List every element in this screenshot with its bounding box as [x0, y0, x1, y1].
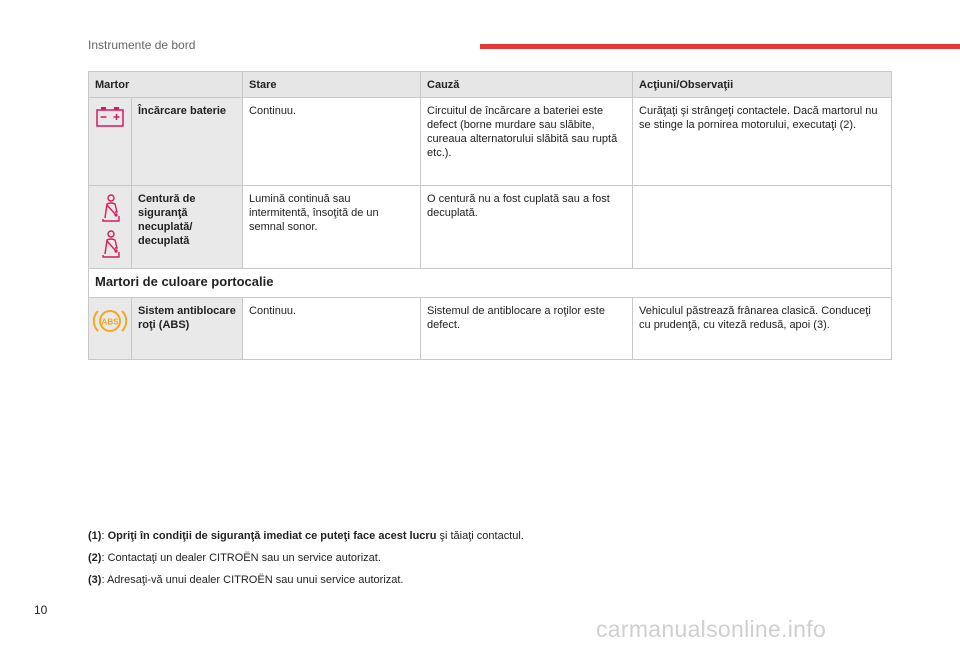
svg-text:ABS: ABS	[101, 317, 119, 327]
footnote-ref: (1)	[88, 530, 102, 542]
icon-cell	[89, 98, 132, 186]
table-row	[89, 298, 892, 360]
section-title: Martori de culoare portocalie	[89, 269, 892, 298]
warning-action: Vehiculul păstrează frânarea clasică. Conduceţi cu prudenţă, cu viteză redusă, apoi (3).	[633, 298, 892, 360]
abs-icon	[92, 306, 128, 336]
footnote	[88, 551, 524, 565]
column-header-stare: Stare	[243, 72, 421, 98]
warning-action	[633, 186, 892, 269]
footnote-text: Adresaţi-vă unui dealer CITROËN sau unui service autorizat.	[106, 574, 404, 586]
section-header-row	[89, 269, 892, 298]
warning-state: Continuu.	[243, 298, 421, 360]
warning-name: Sistem antiblocare roţi (ABS)	[132, 298, 243, 360]
footnote-text: Contactaţi un dealer CITROËN sau un service autorizat.	[107, 552, 381, 564]
seatbelt-icon	[98, 230, 122, 258]
warning-name: Centură de siguranţă necuplată/ decuplată	[132, 186, 243, 269]
header-accent-bar	[480, 44, 960, 49]
page-number: 10	[34, 603, 48, 617]
column-header-martor: Martor	[89, 72, 243, 98]
icon-cell	[89, 298, 132, 360]
footnote-ref: (2)	[88, 552, 102, 564]
table-row	[89, 186, 892, 269]
footnotes	[88, 529, 524, 595]
watermark: carmanualsonline.info	[596, 616, 827, 642]
table-row	[89, 98, 892, 186]
battery-charge-icon	[95, 106, 125, 128]
page-header-title: Instrumente de bord	[88, 38, 196, 52]
footnote-emphasis: Opriţi în condiţii de siguranţă imediat ce puteţi face acest lucru	[107, 530, 437, 542]
footnote-separator: :	[101, 530, 108, 542]
warning-cause: Sistemul de antiblocare a roţilor este defect.	[421, 298, 633, 360]
footnote-ref: (3)	[88, 574, 102, 586]
footnote	[88, 529, 524, 543]
footnote-separator: :	[101, 574, 107, 586]
table-header-row	[89, 72, 892, 98]
warning-name: Încărcare baterie	[132, 98, 243, 186]
warning-state: Lumină continuă sau intermitentă, însoţită de un semnal sonor.	[243, 186, 421, 269]
warning-lights-table	[88, 71, 892, 360]
warning-cause: O centură nu a fost cuplată sau a fost decuplată.	[421, 186, 633, 269]
seatbelt-icon	[98, 194, 122, 222]
footnote-separator: :	[101, 552, 108, 564]
footnote-text: şi tăiaţi contactul.	[436, 530, 524, 542]
icon-cell	[89, 186, 132, 269]
warning-cause: Circuitul de încărcare a bateriei este defect (borne murdare sau slăbite, cureaua alternatorului slăbită sau ruptă etc.).	[421, 98, 633, 186]
warning-action: Curăţaţi şi strângeţi contactele. Dacă martorul nu se stinge la pornirea motorului, executaţi (2).	[633, 98, 892, 186]
column-header-cauza: Cauză	[421, 72, 633, 98]
column-header-actiuni: Acţiuni/Observaţii	[633, 72, 892, 98]
footnote	[88, 573, 524, 587]
warning-state: Continuu.	[243, 98, 421, 186]
